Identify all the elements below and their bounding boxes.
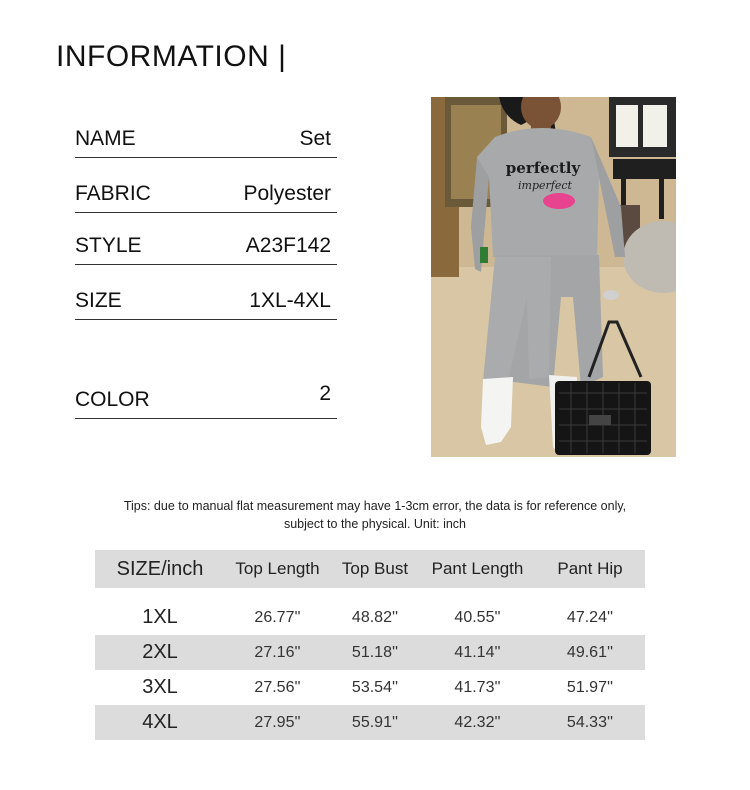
info-row-size xyxy=(75,288,337,320)
pant-length-cell: 42.32'' xyxy=(420,705,535,740)
tips-line-1: Tips: due to manual flat measurement may have 1-3cm error, the data is for reference only, xyxy=(123,499,627,513)
info-row-color xyxy=(75,382,337,419)
table-spacer xyxy=(95,588,645,600)
pant-hip-cell: 49.61'' xyxy=(535,635,645,670)
pant-hip-cell: 51.97'' xyxy=(566,678,614,696)
info-row-style xyxy=(75,233,337,265)
size-chart-table xyxy=(95,550,645,740)
print-text-imperfect: imperfect xyxy=(518,179,572,192)
name-value: Set xyxy=(299,127,331,150)
header-pant-hip: Pant Hip xyxy=(535,550,645,588)
tips-line-2: subject to the physical. Unit: inch xyxy=(283,517,467,531)
page-title: INFORMATION | xyxy=(56,40,287,73)
pant-length-cell: 41.14'' xyxy=(420,635,535,670)
pant-hip-cell: 47.24'' xyxy=(566,608,614,626)
header-pant-length: Pant Length xyxy=(420,550,535,588)
size-table-header-row xyxy=(95,550,645,588)
size-value: 1XL-4XL xyxy=(249,289,331,312)
fabric-label: FABRIC xyxy=(75,182,151,205)
print-text-perfectly: perfectly xyxy=(505,159,581,177)
table-row-4xl xyxy=(95,705,645,740)
color-value: 2 xyxy=(319,382,331,405)
top-length-cell: 27.16'' xyxy=(225,635,330,670)
style-label: STYLE xyxy=(75,234,142,257)
size-cell: 2XL xyxy=(95,635,225,670)
size-cell: 1XL xyxy=(142,606,178,628)
top-bust-cell: 53.54'' xyxy=(351,678,399,696)
tips-note xyxy=(60,497,690,533)
top-bust-cell: 55.91'' xyxy=(330,705,420,740)
size-cell: 3XL xyxy=(142,676,178,698)
top-length-cell: 26.77'' xyxy=(254,608,301,626)
style-value: A23F142 xyxy=(245,234,331,257)
info-row-name xyxy=(75,126,337,158)
top-bust-cell: 48.82'' xyxy=(351,608,399,626)
info-row-fabric xyxy=(75,181,337,213)
fabric-value: Polyester xyxy=(243,182,331,205)
table-row-2xl xyxy=(95,635,645,670)
pant-length-cell: 41.73'' xyxy=(454,678,501,696)
header-size-inch: SIZE/inch xyxy=(95,550,225,588)
name-label: NAME xyxy=(75,127,136,150)
color-label: COLOR xyxy=(75,388,150,411)
top-length-cell: 27.95'' xyxy=(225,705,330,740)
table-row-1xl xyxy=(95,600,645,635)
table-row-3xl xyxy=(95,670,645,705)
pant-hip-cell: 54.33'' xyxy=(535,705,645,740)
header-top-bust: Top Bust xyxy=(330,550,420,588)
pant-length-cell: 40.55'' xyxy=(454,608,501,626)
size-label: SIZE xyxy=(75,289,122,312)
header-top-length: Top Length xyxy=(225,550,330,588)
top-length-cell: 27.56'' xyxy=(254,678,301,696)
product-photo xyxy=(431,97,676,457)
top-bust-cell: 51.18'' xyxy=(330,635,420,670)
size-cell: 4XL xyxy=(95,705,225,740)
